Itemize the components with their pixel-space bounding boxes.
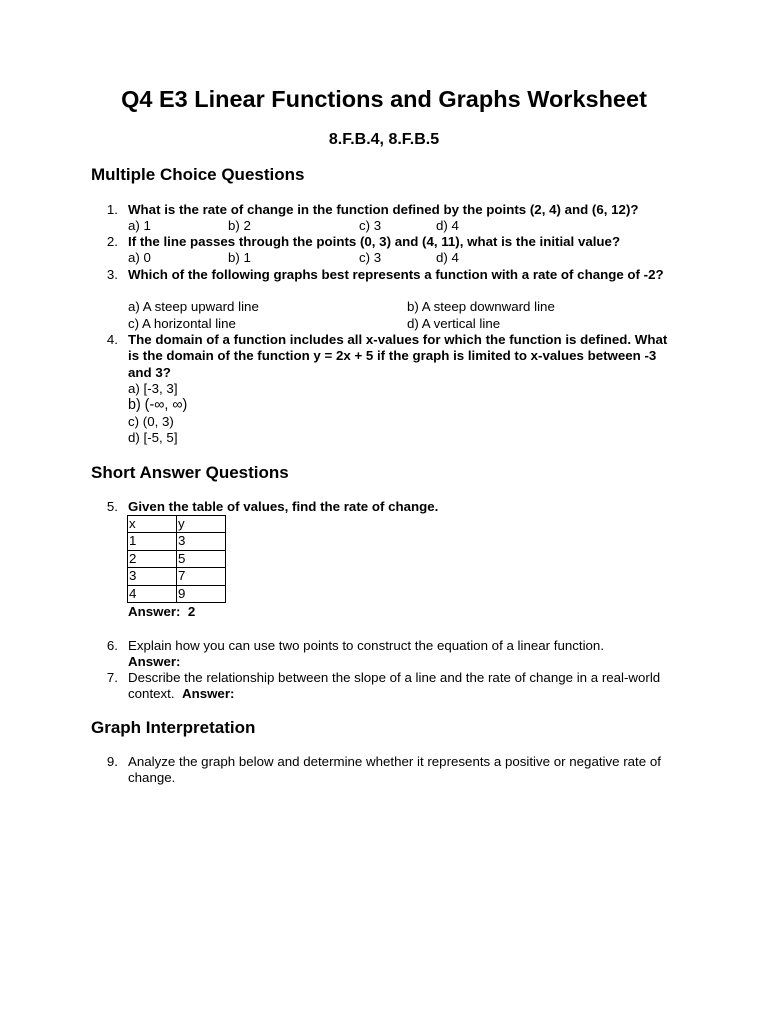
question-1-text: What is the rate of change in the function defined by the points (2, 4) and (6, 12)? [128,202,639,217]
question-number: 7. [106,670,118,685]
question-5-text: Given the table of values, find the rate of change. [128,499,439,514]
question-2-text: If the line passes through the points (0, 3) and (4, 11), what is the initial value? [128,234,621,249]
section-heading-multiple-choice: Multiple Choice Questions [91,165,305,184]
q6-answer: Answer: [128,654,181,669]
q2-option-a: a) 0 [128,250,151,265]
q5-answer: Answer: 2 [128,604,196,619]
question-number: 1. [106,202,118,217]
q4-option-c: c) (0, 3) [128,414,174,429]
table-header-cell: y [177,516,226,533]
question-3-text: Which of the following graphs best represents a function with a rate of change of -2? [128,267,664,282]
question-number: 9. [106,754,118,769]
values-table [127,515,226,603]
question-7-text [128,670,673,703]
question-7-body: Describe the relationship between the slope of a line and the rate of change in a real-world context. [128,670,661,702]
question-6-text: Explain how you can use two points to construct the equation of a linear function. [128,638,605,653]
q1-option-c: c) 3 [359,218,382,233]
q3-option-b: b) A steep downward line [407,299,555,314]
q2-option-d: d) 4 [436,250,459,265]
q1-option-a: a) 1 [128,218,151,233]
section-heading-short-answer: Short Answer Questions [91,463,289,482]
q3-option-c: c) A horizontal line [128,316,236,331]
question-number: 5. [106,499,118,514]
page-subtitle: 8.F.B.4, 8.F.B.5 [328,131,440,148]
table-cell: 3 [128,568,177,585]
table-cell: 9 [177,585,226,602]
table-row [128,533,226,550]
question-9-text: Analyze the graph below and determine whether it represents a positive or negative rate of change. [128,754,661,786]
q2-option-b: b) 1 [228,250,251,265]
table-cell: 4 [128,585,177,602]
q1-option-d: d) 4 [436,218,459,233]
q4-option-a: a) [-3, 3] [128,381,178,396]
q4-option-b: b) (-∞, ∞) [128,397,188,413]
q7-answer: Answer: [181,686,235,702]
section-heading-graph-interpretation: Graph Interpretation [91,718,256,737]
q4-option-d: d) [-5, 5] [128,430,178,445]
table-row [128,550,226,567]
table-header-row [128,516,226,533]
question-number: 4. [106,332,118,347]
table-cell: 7 [177,568,226,585]
table-cell: 3 [177,533,226,550]
q3-option-d: d) A vertical line [407,316,501,331]
table-cell: 5 [177,550,226,567]
table-row [128,585,226,602]
table-header-cell: x [128,516,177,533]
question-4-text: The domain of a function includes all x-values for which the function is defined. What is the domain of the function y = 2x + 5 if the graph is limited to x-values between -3 and 3? [128,332,668,380]
table-cell: 2 [128,550,177,567]
table-cell: 1 [128,533,177,550]
page-title: Q4 E3 Linear Functions and Graphs Worksheet [121,86,647,112]
q1-option-b: b) 2 [228,218,251,233]
table-row [128,568,226,585]
question-number: 6. [106,638,118,653]
q2-option-c: c) 3 [359,250,382,265]
question-number: 2. [106,234,118,249]
question-number: 3. [106,267,118,282]
q3-option-a: a) A steep upward line [128,299,259,314]
